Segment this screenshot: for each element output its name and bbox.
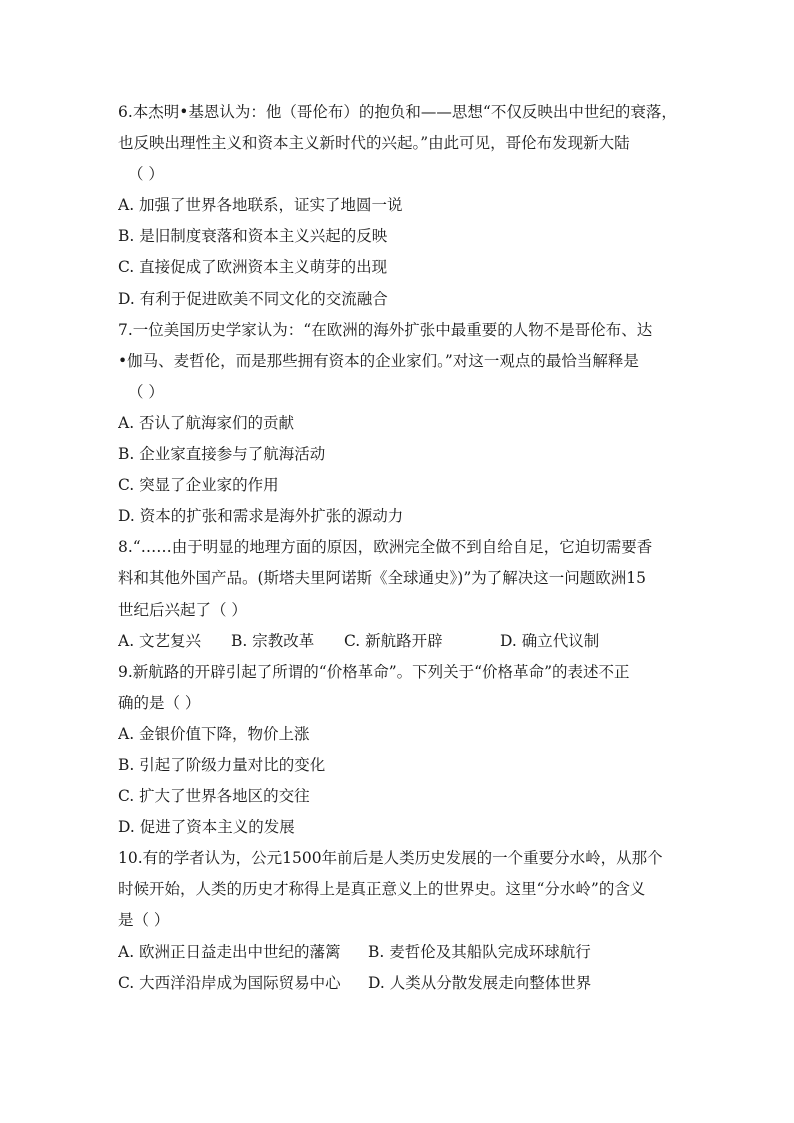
question-7-option-c: C. 突显了企业家的作用 bbox=[118, 476, 279, 495]
question-9 bbox=[118, 657, 698, 844]
question-10-options-row-2 bbox=[118, 968, 698, 999]
question-8-option-d: D. 确立代议制 bbox=[500, 631, 600, 650]
question-7-answer-blank: （ ） bbox=[128, 382, 164, 401]
question-6-option-c: C. 直接促成了欧洲资本主义萌芽的出现 bbox=[118, 258, 388, 277]
question-9-option-b: B. 引起了阶级力量对比的变化 bbox=[118, 755, 326, 774]
question-6-stem-line-1: 6.本杰明•基恩认为：他（哥伦布）的抱负和——思想“不仅反映出中世纪的衰落， bbox=[118, 103, 677, 121]
question-9-option-c: C. 扩大了世界各地区的交往 bbox=[118, 787, 310, 806]
question-10-stem-line-3: 是（ ） bbox=[118, 911, 170, 930]
question-6-option-d: D. 有利于促进欧美不同文化的交流融合 bbox=[118, 289, 388, 308]
question-list bbox=[118, 97, 698, 999]
question-9-stem-line-2: 确的是（ ） bbox=[118, 693, 201, 712]
question-6-answer-blank: （ ） bbox=[128, 165, 164, 184]
question-8-options-row bbox=[118, 626, 698, 657]
question-6-option-a: A. 加强了世界各地联系，证实了地圆一说 bbox=[118, 196, 403, 215]
question-8-stem-line-3: 世纪后兴起了（ ） bbox=[118, 600, 247, 619]
question-7-option-b: B. 企业家直接参与了航海活动 bbox=[118, 445, 326, 464]
question-10-stem-line-1: 10.有的学者认为，公元1500年前后是人类历史发展的一个重要分水岭，从那个 bbox=[118, 849, 663, 868]
question-8 bbox=[118, 532, 698, 656]
question-7-option-d: D. 资本的扩张和需求是海外扩张的源动力 bbox=[118, 507, 404, 526]
question-10-option-d: D. 人类从分散发展走向整体世界 bbox=[368, 973, 592, 992]
question-8-stem-line-1: 8.“……由于明显的地理方面的原因，欧洲完全做不到自给自足，它迫切需要香 bbox=[118, 538, 653, 557]
question-10-option-a: A. 欧洲正日益走出中世纪的藩篱 bbox=[118, 942, 341, 961]
question-8-stem-line-2: 料和其他外国产品。(斯塔夫里阿诺斯《全球通史》)”为了解决这一问题欧洲15 bbox=[118, 569, 646, 588]
question-10-options-row-1 bbox=[118, 937, 698, 968]
question-7 bbox=[118, 315, 698, 533]
question-10-stem-line-2: 时候开始，人类的历史才称得上是真正意义上的世界史。这里“分水岭”的含义 bbox=[118, 880, 646, 899]
question-8-option-b: B. 宗教改革 bbox=[231, 631, 315, 650]
question-8-option-a: A. 文艺复兴 bbox=[118, 631, 202, 650]
question-7-option-a: A. 否认了航海家们的贡献 bbox=[118, 413, 295, 432]
question-7-stem-line-1: 7.一位美国历史学家认为：“在欧洲的海外扩张中最重要的人物不是哥伦布、达 bbox=[118, 320, 653, 339]
question-9-stem-line-1: 9.新航路的开辟引起了所谓的“价格革命”。下列关于“价格革命”的表述不正 bbox=[118, 662, 630, 681]
question-10 bbox=[118, 843, 698, 998]
question-6-stem-line-2: 也反映出理性主义和资本主义新时代的兴起。”由此可见，哥伦布发现新大陆 bbox=[118, 134, 630, 153]
question-10-option-c: C. 大西洋沿岸成为国际贸易中心 bbox=[118, 973, 341, 992]
question-6-option-b: B. 是旧制度衰落和资本主义兴起的反映 bbox=[118, 227, 388, 246]
question-10-option-b: B. 麦哲伦及其船队完成环球航行 bbox=[368, 942, 591, 961]
question-9-option-d: D. 促进了资本主义的发展 bbox=[118, 818, 295, 837]
question-8-option-c: C. 新航路开辟 bbox=[344, 631, 443, 650]
question-7-stem-line-2: •伽马、麦哲伦，而是那些拥有资本的企业家们。”对这一观点的最恰当解释是 bbox=[118, 351, 639, 370]
question-9-option-a: A. 金银价值下降，物价上涨 bbox=[118, 724, 310, 743]
question-6 bbox=[118, 97, 698, 315]
